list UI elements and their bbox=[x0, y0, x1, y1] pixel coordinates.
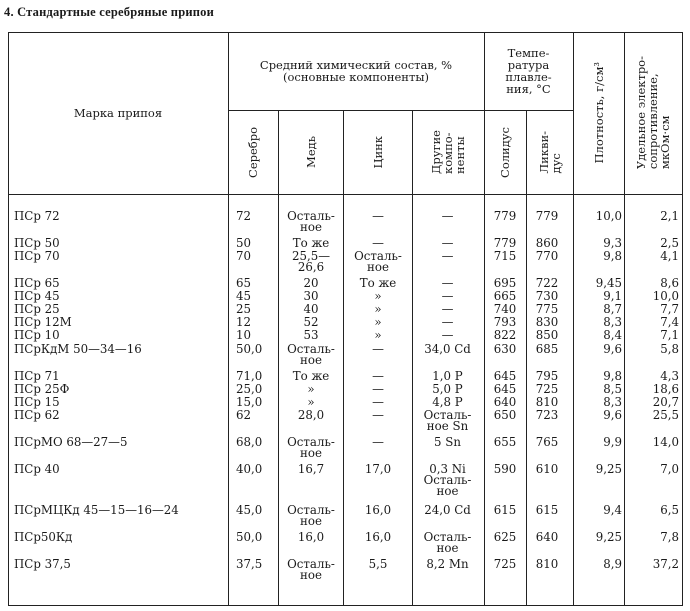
cell-cu: То же bbox=[292, 369, 330, 383]
cell-grade: ПСр 25Ф bbox=[14, 382, 70, 396]
cell-zn: — bbox=[372, 435, 384, 449]
cell-cu: То же bbox=[292, 236, 330, 250]
cell-zn: Осталь- ное bbox=[354, 249, 402, 274]
cell-den: 9,8 bbox=[603, 249, 622, 263]
cell-zn: » bbox=[374, 302, 382, 316]
cell-res: 10,0 bbox=[652, 289, 679, 303]
cell-liq: 723 bbox=[535, 408, 559, 422]
cell-res: 7,0 bbox=[660, 462, 679, 476]
cell-liq: 730 bbox=[535, 289, 559, 303]
cell-sol: 655 bbox=[493, 435, 517, 449]
cell-liq: 685 bbox=[535, 342, 559, 356]
cell-cu: » bbox=[307, 395, 315, 409]
cell-den: 10,0 bbox=[595, 209, 622, 223]
cell-other: Осталь- ное Sn bbox=[423, 408, 472, 433]
cell-sol: 665 bbox=[493, 289, 517, 303]
cell-zn: — bbox=[372, 369, 384, 383]
cell-grade: ПСр 70 bbox=[14, 249, 60, 263]
cell-grade: ПСрМО 68—27—5 bbox=[14, 435, 128, 449]
cell-sol: 630 bbox=[493, 342, 517, 356]
cell-ag: 71,0 bbox=[236, 369, 263, 383]
cell-res: 7,1 bbox=[660, 328, 679, 342]
cell-grade: ПСрМЦКд 45—15—16—24 bbox=[14, 503, 179, 517]
cell-den: 8,4 bbox=[603, 328, 622, 342]
cell-sol: 779 bbox=[493, 209, 517, 223]
cell-sol: 822 bbox=[493, 328, 517, 342]
header-melting: Темпе- ратура плавле- ния, °С bbox=[505, 46, 552, 96]
cell-den: 8,9 bbox=[603, 557, 622, 571]
solder-table bbox=[8, 32, 683, 606]
header-bottom-rule bbox=[8, 194, 682, 195]
cell-sol: 695 bbox=[493, 276, 517, 290]
cell-grade: ПСр50Кд bbox=[14, 530, 73, 544]
cell-res: 6,5 bbox=[660, 503, 679, 517]
cell-cu: » bbox=[307, 382, 315, 396]
cell-ag: 25,0 bbox=[236, 382, 263, 396]
cell-sol: 590 bbox=[493, 462, 517, 476]
cell-other: — bbox=[441, 276, 454, 290]
cell-zn: 16,0 bbox=[364, 503, 392, 517]
cell-res: 14,0 bbox=[652, 435, 679, 449]
header-copper: Медь bbox=[303, 136, 318, 168]
cell-cu: 28,0 bbox=[297, 408, 325, 422]
header-other: Другие компо- ненты bbox=[429, 130, 467, 174]
cell-other: — bbox=[441, 236, 454, 250]
cell-den: 9,45 bbox=[595, 276, 622, 290]
cell-res: 4,3 bbox=[660, 369, 679, 383]
cell-sol: 640 bbox=[493, 395, 517, 409]
cell-other: — bbox=[441, 315, 454, 329]
cell-cu: 30 bbox=[303, 289, 319, 303]
cell-den: 9,25 bbox=[595, 530, 622, 544]
cell-zn: 5,5 bbox=[368, 557, 388, 571]
header-grade: Марка припоя bbox=[73, 106, 163, 120]
cell-res: 7,7 bbox=[660, 302, 679, 316]
cell-other: — bbox=[441, 209, 454, 223]
cell-grade: ПСр 71 bbox=[14, 369, 60, 383]
cell-sol: 625 bbox=[493, 530, 517, 544]
cell-res: 37,2 bbox=[652, 557, 679, 571]
cell-den: 9,9 bbox=[603, 435, 622, 449]
cell-den: 8,3 bbox=[603, 395, 622, 409]
cell-other: 4,8 Р bbox=[432, 395, 463, 409]
cell-cu: Осталь- ное bbox=[287, 503, 335, 528]
cell-den: 8,3 bbox=[603, 315, 622, 329]
cell-cu: Осталь- ное bbox=[287, 209, 335, 234]
cell-zn: — bbox=[372, 395, 384, 409]
cell-den: 8,7 bbox=[603, 302, 622, 316]
cell-zn: » bbox=[374, 315, 382, 329]
cell-res: 25,5 bbox=[652, 408, 679, 422]
cell-other: 24,0 Cd bbox=[424, 503, 471, 517]
cell-res: 4,1 bbox=[660, 249, 679, 263]
cell-other: Осталь- ное bbox=[423, 530, 472, 555]
cell-ag: 68,0 bbox=[236, 435, 263, 449]
header-silver: Серебро bbox=[246, 126, 260, 178]
cell-grade: ПСрКдМ 50—34—16 bbox=[14, 342, 142, 356]
cell-sol: 615 bbox=[493, 503, 517, 517]
cell-cu: 40 bbox=[303, 302, 319, 316]
cell-res: 18,6 bbox=[652, 382, 679, 396]
cell-ag: 70 bbox=[236, 249, 252, 263]
table-title: 4. Стандартные серебряные припои bbox=[4, 5, 215, 19]
cell-liq: 725 bbox=[535, 382, 559, 396]
cell-liq: 810 bbox=[535, 557, 559, 571]
cell-ag: 65 bbox=[236, 276, 252, 290]
cell-cu: 53 bbox=[303, 328, 319, 342]
cell-ag: 37,5 bbox=[236, 557, 263, 571]
cell-liq: 615 bbox=[535, 503, 559, 517]
cell-other: — bbox=[441, 302, 454, 316]
cell-zn: » bbox=[374, 289, 382, 303]
header-liquidus: Ликви- дус bbox=[536, 130, 563, 174]
cell-sol: 793 bbox=[493, 315, 517, 329]
cell-sol: 645 bbox=[493, 369, 517, 383]
cell-cu: Осталь- ное bbox=[287, 435, 335, 460]
cell-grade: ПСр 45 bbox=[14, 289, 60, 303]
cell-grade: ПСр 25 bbox=[14, 302, 60, 316]
cell-ag: 50,0 bbox=[236, 342, 263, 356]
cell-other: — bbox=[441, 328, 454, 342]
cell-sol: 715 bbox=[493, 249, 517, 263]
cell-cu: 16,0 bbox=[297, 530, 325, 544]
cell-other: 8,2 Mn bbox=[426, 557, 469, 571]
cell-res: 20,7 bbox=[652, 395, 679, 409]
cell-grade: ПСр 37,5 bbox=[14, 557, 71, 571]
cell-grade: ПСр 12М bbox=[14, 315, 72, 329]
cell-zn: — bbox=[372, 408, 384, 422]
cell-den: 9,1 bbox=[603, 289, 622, 303]
cell-sol: 645 bbox=[493, 382, 517, 396]
cell-other: 5 Sn bbox=[434, 435, 461, 449]
cell-grade: ПСр 50 bbox=[14, 236, 60, 250]
cell-other: — bbox=[441, 289, 454, 303]
cell-den: 9,6 bbox=[603, 342, 622, 356]
cell-den: 9,3 bbox=[603, 236, 622, 250]
cell-zn: » bbox=[374, 328, 382, 342]
cell-cu: 25,5— 26,6 bbox=[291, 249, 331, 274]
cell-grade: ПСр 15 bbox=[14, 395, 60, 409]
cell-den: 9,4 bbox=[603, 503, 622, 517]
cell-ag: 12 bbox=[236, 315, 252, 329]
cell-res: 7,8 bbox=[660, 530, 679, 544]
header-composition: Средний химический состав, % (основные компоненты) bbox=[259, 58, 453, 84]
cell-other: — bbox=[441, 249, 454, 263]
cell-liq: 775 bbox=[535, 302, 559, 316]
cell-zn: То же bbox=[359, 276, 397, 290]
cell-res: 5,8 bbox=[660, 342, 679, 356]
cell-res: 8,6 bbox=[660, 276, 679, 290]
cell-zn: — bbox=[372, 382, 384, 396]
cell-res: 7,4 bbox=[660, 315, 679, 329]
cell-liq: 810 bbox=[535, 395, 559, 409]
cell-grade: ПСр 10 bbox=[14, 328, 60, 342]
cell-ag: 10 bbox=[236, 328, 252, 342]
cell-liq: 770 bbox=[535, 249, 559, 263]
cell-cu: Осталь- ное bbox=[287, 342, 335, 367]
cell-zn: — bbox=[372, 236, 384, 250]
cell-cu: 52 bbox=[303, 315, 319, 329]
cell-liq: 779 bbox=[535, 209, 559, 223]
cell-other: 5,0 Р bbox=[432, 382, 463, 396]
cell-res: 2,5 bbox=[660, 236, 679, 250]
cell-zn: 16,0 bbox=[364, 530, 392, 544]
cell-zn: — bbox=[372, 209, 384, 223]
cell-liq: 830 bbox=[535, 315, 559, 329]
cell-cu: Осталь- ное bbox=[287, 557, 335, 582]
header-density: Плотность, г/см³ bbox=[591, 62, 606, 164]
header-solidus: Солидус bbox=[498, 126, 512, 178]
cell-liq: 765 bbox=[535, 435, 559, 449]
cell-grade: ПСр 62 bbox=[14, 408, 60, 422]
cell-zn: 17,0 bbox=[364, 462, 392, 476]
cell-grade: ПСр 72 bbox=[14, 209, 60, 223]
cell-den: 9,6 bbox=[603, 408, 622, 422]
cell-ag: 72 bbox=[236, 209, 252, 223]
cell-ag: 50,0 bbox=[236, 530, 263, 544]
cell-cu: 16,7 bbox=[297, 462, 325, 476]
cell-sol: 740 bbox=[493, 302, 517, 316]
cell-zn: — bbox=[372, 342, 384, 356]
cell-ag: 62 bbox=[236, 408, 252, 422]
cell-ag: 45,0 bbox=[236, 503, 263, 517]
cell-ag: 50 bbox=[236, 236, 252, 250]
cell-liq: 610 bbox=[535, 462, 559, 476]
cell-ag: 15,0 bbox=[236, 395, 263, 409]
cell-liq: 850 bbox=[535, 328, 559, 342]
cell-den: 9,25 bbox=[595, 462, 622, 476]
cell-liq: 860 bbox=[535, 236, 559, 250]
cell-ag: 45 bbox=[236, 289, 252, 303]
cell-res: 2,1 bbox=[660, 209, 679, 223]
cell-den: 8,5 bbox=[603, 382, 622, 396]
cell-liq: 640 bbox=[535, 530, 559, 544]
cell-sol: 725 bbox=[493, 557, 517, 571]
cell-other: 34,0 Cd bbox=[424, 342, 471, 356]
cell-grade: ПСр 65 bbox=[14, 276, 60, 290]
header-resistivity: Удельное электро- сопротивление, мкОм·см bbox=[634, 56, 672, 170]
cell-ag: 25 bbox=[236, 302, 252, 316]
cell-ag: 40,0 bbox=[236, 462, 263, 476]
cell-sol: 779 bbox=[493, 236, 517, 250]
cell-den: 9,8 bbox=[603, 369, 622, 383]
cell-liq: 795 bbox=[535, 369, 559, 383]
cell-sol: 650 bbox=[493, 408, 517, 422]
cell-liq: 722 bbox=[535, 276, 559, 290]
cell-cu: 20 bbox=[303, 276, 319, 290]
cell-grade: ПСр 40 bbox=[14, 462, 60, 476]
cell-other: 0,3 Ni Осталь- ное bbox=[423, 462, 472, 498]
cell-other: 1,0 Р bbox=[432, 369, 463, 383]
header-zinc: Цинк bbox=[370, 135, 385, 169]
